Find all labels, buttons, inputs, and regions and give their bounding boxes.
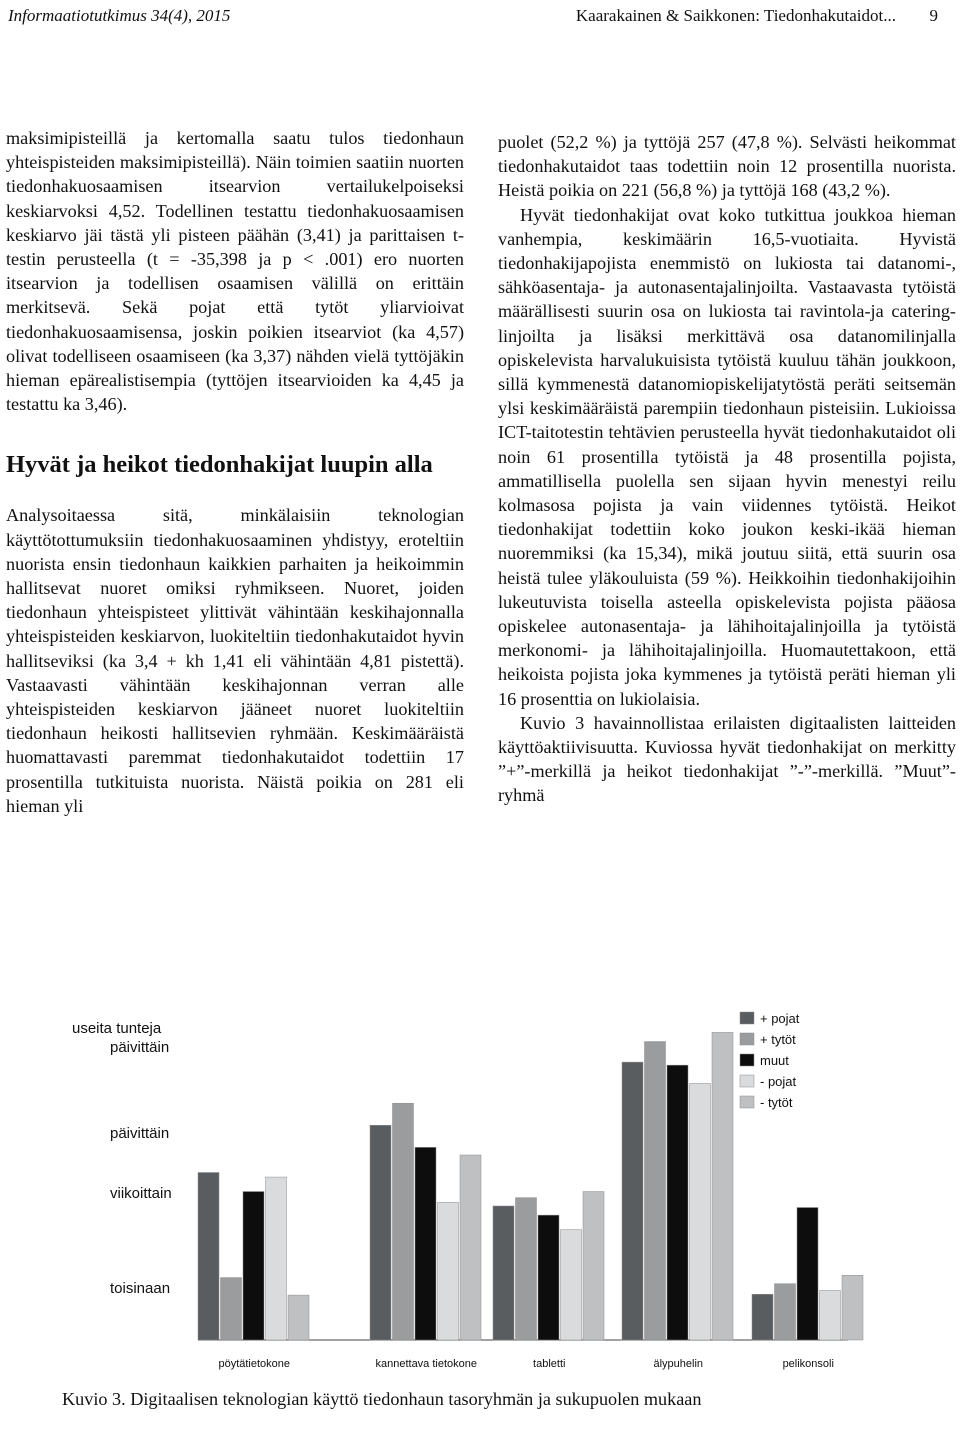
legend-swatch: [740, 1012, 754, 1024]
right-column: [498, 130, 956, 808]
legend-swatch: [740, 1033, 754, 1045]
page-header: [8, 6, 938, 28]
x-tick-label: pelikonsoli: [782, 1358, 834, 1370]
bar-muut-2: [538, 1215, 559, 1340]
bar-tytt-3: [645, 1042, 666, 1340]
bar-pojat-4: [820, 1291, 841, 1340]
bar-pojat-1: [370, 1125, 391, 1340]
bar-pojat-3: [690, 1083, 711, 1340]
journal-name: Informaatiotutkimus 34(4), 2015: [8, 6, 231, 25]
bar-muut-0: [243, 1192, 264, 1340]
x-tick-label: pöytätietokone: [218, 1358, 291, 1370]
x-tick-label: älypuhelin: [653, 1358, 704, 1370]
legend-swatch: [740, 1054, 754, 1066]
bar-pojat-3: [622, 1062, 643, 1340]
left-column: [6, 126, 464, 818]
body-paragraph: Kuvio 3 havainnollistaa erilaisten digitaalisten laitteiden käyttöaktiivisuutta. Kuviossa hyvät tiedonhakijat on merkitty ”+”-merkillä ja heikot tiedonhakijat ”-”-merkillä. ”Muut”-ryhmä: [498, 712, 956, 806]
legend-label: - pojat: [760, 1074, 797, 1089]
chart-svg: [58, 1005, 910, 1375]
y-tick-label: toisinaan: [110, 1280, 171, 1297]
bar-pojat-0: [198, 1173, 219, 1341]
bar-tytt-1: [460, 1155, 481, 1340]
figure-3-bar-chart: [58, 1005, 910, 1375]
y-tick-label: päivittäin: [110, 1125, 170, 1142]
running-title: Kaarakainen & Saikkonen: Tiedonhakutaidot...: [575, 6, 896, 25]
y-tick-label: useita tunteja: [72, 1020, 162, 1037]
figure-caption: Kuvio 3. Digitaalisen teknologian käyttö tiedonhaun tasoryhmän ja sukupuolen mukaan: [62, 1389, 702, 1409]
bar-pojat-4: [752, 1294, 773, 1340]
bar-tytt-4: [842, 1275, 863, 1340]
bar-muut-3: [667, 1065, 688, 1340]
bar-muut-1: [415, 1147, 436, 1340]
bar-tytt-2: [516, 1198, 537, 1340]
bar-pojat-2: [561, 1230, 582, 1340]
legend-swatch: [740, 1096, 754, 1108]
legend-label: + pojat: [760, 1011, 800, 1026]
x-tick-label: kannettava tietokone: [375, 1358, 478, 1370]
y-tick-label: viikoittain: [110, 1185, 172, 1202]
bar-pojat-2: [493, 1206, 514, 1340]
page-number: 9: [929, 6, 938, 25]
x-tick-label: tabletti: [533, 1358, 566, 1370]
legend-swatch: [740, 1075, 754, 1087]
section-heading: Hyvät ja heikot tiedonhakijat luupin alla: [6, 451, 433, 479]
bar-tytt-0: [288, 1295, 309, 1340]
bar-tytt-3: [712, 1032, 733, 1340]
bar-tytt-4: [775, 1284, 796, 1340]
bar-tytt-2: [583, 1192, 604, 1340]
bar-pojat-1: [438, 1202, 459, 1340]
bar-muut-4: [797, 1208, 818, 1340]
bar-tytt-1: [393, 1103, 414, 1340]
body-paragraph: maksimipisteillä ja kertomalla saatu tulos tiedonhaun yhteispisteiden maksimipisteillä). Näin toimien saatiin nuorten tiedonhakuosaamisen itsearvion vertailukelpoiseksi keskiarvoksi 4,52. Todellinen testattu tiedonhakuosaamisen keskiarvo jäi tästä yli pisteen päähän (3,41) ja parittaisen t-testin perusteella (t = -35,398 ja p < .001) ero nuorten itsearvion ja todellisen osaamisen välillä on erittäin merkitsevä. Sekä pojat että tytöt yliarvioivat tiedonhakuosaamisensa, joskin poikien itsearviot (ka 4,57) olivat todelliseen osaamiseen (ka 3,37) nähden vielä tyttöjäkin hieman epärealistisempia (tyttöjen itsearvioiden ka 4,45 ja testattu ka 3,46).: [6, 128, 464, 415]
legend-label: + tytöt: [760, 1032, 796, 1047]
bar-tytt-0: [221, 1278, 242, 1340]
body-paragraph: Hyvät tiedonhakijat ovat koko tutkittua joukkoa hieman vanhempia, keskimäärin 16,5-vuotiaita. Hyvistä tiedonhakijapojista enemmistö on lukiosta tai datanomi-, sähköasentaja- ja autonasentajalinjoilta. Vastaavasta tytöistä määrällisesti suurin osa on lukiosta tai ravintola-ja catering-linjoilta ja lisäksi merkittävä osa datanomilinjalla opiskelevista harvalukuisista tytöistä kuuluu tähän joukkoon, sillä kymmenestä datanomiopiskelijatytöstä peräti seitsemän ylsi keskimääräistä parempiin tiedonhaun pisteisiin. Lukioissa ICT-taitotestin tehtävien perusteella hyvät tiedonhakutaidot oli noin 61 prosentilla tytöistä ja 48 prosentilla pojista, ammatillisella puolella sen sijaan hyvin menestyi reilu kolmasosa pojista ja vain viidennes tytöistä. Heikot tiedonhakijat todettiin koko joukon keski-ikää hieman nuoremmiksi (ka 15,34), mikä joutuu siitä, että suurin osa heistä tulee yläkouluista (59 %). Heikkoihin tiedonhakijoihin lukeutuvista toisella asteella opiskelevista pojista pääosa opiskelee autonasentaja- ja lähihoitajalinjoilla ja tytöistä merkonomi- ja lähihoitajalinjoilla. Huomautettakoon, että heikoista pojista joka kymmenes ja tytöistä peräti hieman yli 16 prosenttia on lukiolaisia.: [498, 204, 956, 709]
body-paragraph: Analysoitaessa sitä, minkälaisiin teknologian käyttötottumuksiin tiedonhakuosaaminen yhdistyy, eroteltiin nuorista ensin tiedonhaun kaikkien parhaiten ja heikoimmin hallitsevat nuoret omiksi ryhmikseen. Nuoret, joiden tiedonhaun yhteispisteet ylittivät vähintään keskihajonnalla yhteispisteiden keskiarvon, luokiteltiin tiedonhakutaidot hyvin hallitseviksi (ka 3,4 + kh 1,41 eli vähintään 4,81 pistettä). Vastaavasti vähintään keskihajonnan verran alle yhteispisteiden keskiarvon jääneet nuoret luokiteltiin tiedonhaun heikosti hallitsevien ryhmään. Keskimääräistä huomattavasti paremmat tiedonhakutaidot todettiin 17 prosentilla tutkituista nuorista. Näistä poikia on 281 eli hieman yli: [6, 505, 464, 816]
legend-label: muut: [760, 1053, 789, 1068]
legend-label: - tytöt: [760, 1095, 793, 1110]
y-tick-label: päivittäin: [110, 1039, 170, 1056]
bar-pojat-0: [266, 1177, 287, 1340]
body-paragraph: puolet (52,2 %) ja tyttöjä 257 (47,8 %). Selvästi heikommat tiedonhakutaidot taas todettiin noin 12 prosentilla nuorista. Heistä poikia on 221 (56,8 %) ja tyttöjä 168 (43,2 %).: [498, 132, 956, 201]
